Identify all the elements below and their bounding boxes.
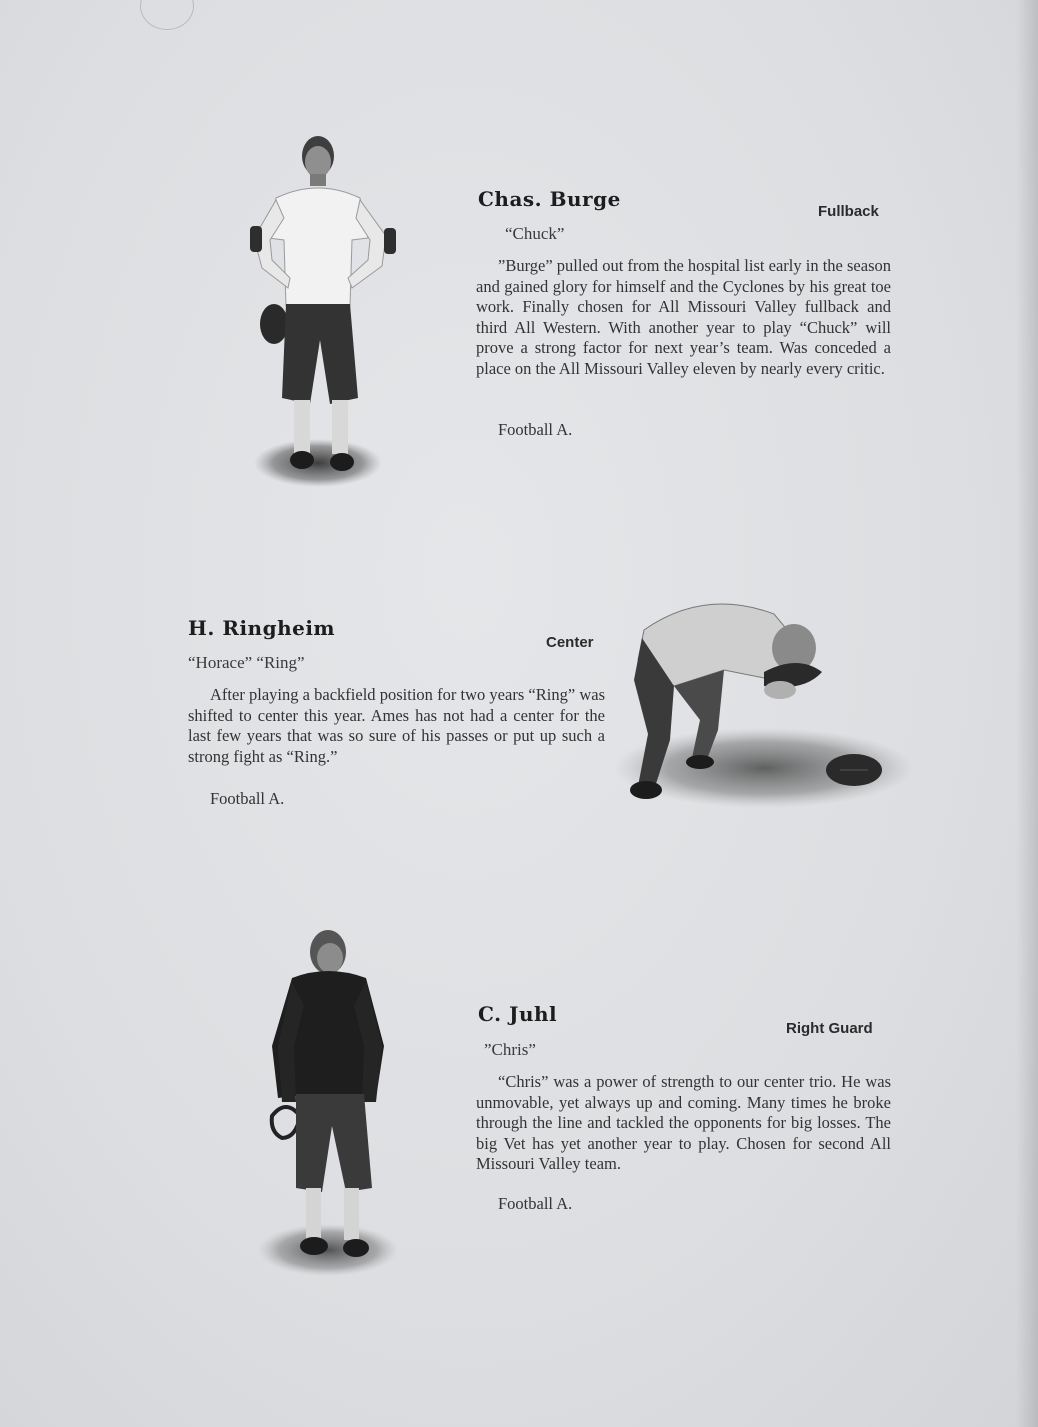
player-letter-ringheim: Football A.: [210, 789, 285, 808]
player-letter-juhl: Football A.: [498, 1194, 573, 1213]
player-bio-ringheim: After playing a backfield position for two years “Ring” was shifted to center this year. Ames has not had a center for the last few years that was so sure of his passes or put up such a strong fight as “Ring.”: [188, 685, 605, 766]
player-photo-burge: [240, 128, 400, 490]
player-nickname-burge: “Chuck”: [505, 224, 565, 243]
player-nickname-ringheim: “Horace” “Ring”: [188, 653, 305, 672]
player-photo-juhl: [252, 926, 402, 1282]
player-name-ringheim: H. Ringheim: [188, 616, 336, 640]
player-position-ringheim: Center: [546, 634, 594, 651]
player-letter-burge: Football A.: [498, 420, 573, 439]
player-bio-burge: ”Burge” pulled out from the hospital list early in the season and gained glory for himself and the Cyclones by his great toe work. Finally chosen for All Missouri Valley fullback and third All Western. With another year to play “Chuck” will prove a strong factor for next year’s team. Was conceded a place on the All Missouri Valley eleven by nearly every critic.: [476, 256, 891, 378]
player-position-burge: Fullback: [818, 203, 879, 220]
player-name-juhl: C. Juhl: [478, 1002, 558, 1026]
player-photo-ringheim: [614, 590, 920, 812]
player-position-juhl: Right Guard: [786, 1020, 873, 1037]
player-name-burge: Chas. Burge: [478, 187, 621, 211]
player-nickname-juhl: ”Chris”: [484, 1040, 536, 1059]
player-bio-juhl: “Chris” was a power of strength to our center trio. He was unmovable, yet always up and coming. Many times he broke through the line and tackled the opponents for big losses. The big Vet has yet another year to play. Chosen for second All Missouri Valley team.: [476, 1072, 891, 1173]
page-edge-shadow: [1016, 0, 1038, 1427]
punch-hole-mark: [140, 0, 194, 30]
